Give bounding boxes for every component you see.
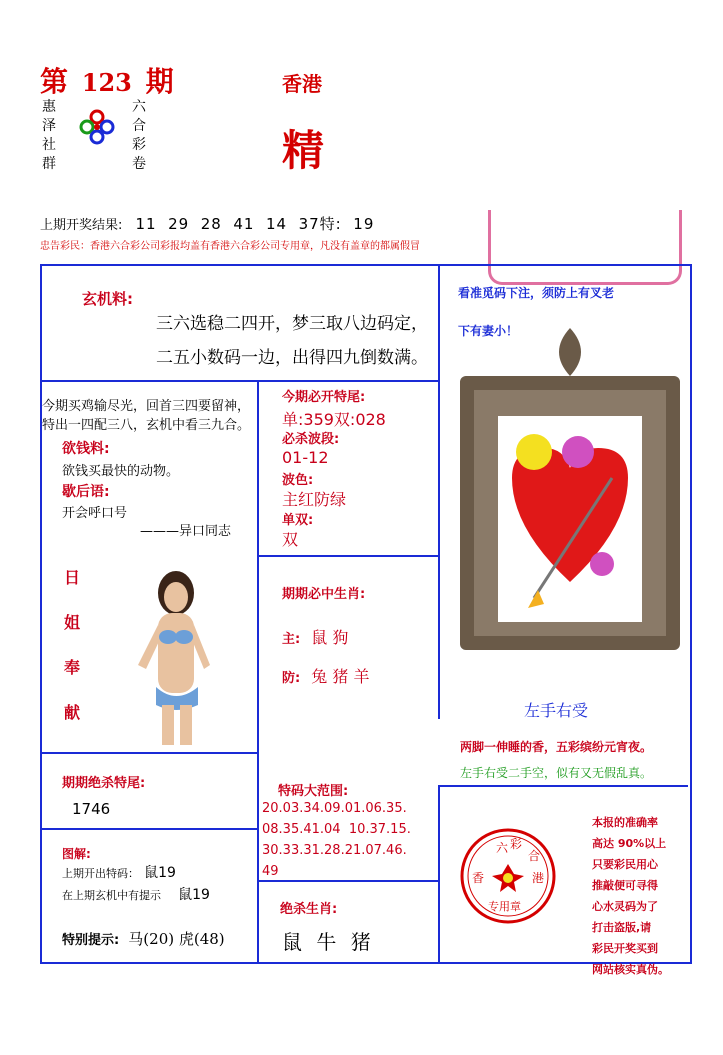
accuracy-line: 彩民开奖买到 — [592, 942, 658, 955]
xiehouyu-title: 歇后语: — [62, 484, 110, 500]
tujie-line2-value: 鼠19 — [178, 887, 210, 903]
fang-label: 防: — [282, 671, 301, 686]
sister-char: 献 — [64, 703, 81, 722]
main-value: 鼠 狗 — [311, 628, 349, 647]
range-row: 20.03.34.09.01.06.35. — [262, 801, 407, 816]
xiehouyu-text: 开会呼口号 — [62, 506, 128, 521]
warning-text: 忠告彩民：香港六合彩公司彩报均盖有香港六合彩公司专用章，凡没有盖章的都属假冒 — [40, 241, 420, 252]
result-numbers: 11 29 28 41 14 37特: 19 — [135, 215, 375, 233]
divider — [257, 880, 440, 882]
issue-title — [40, 60, 174, 100]
divider — [40, 380, 440, 382]
range-row: 30.33.31.28.21.07.46. — [262, 843, 407, 858]
xiehouyu-answer: ———异口同志 — [140, 524, 232, 539]
tewei-title: 今期必开特尾: — [282, 390, 366, 405]
issue-suffix: 期 — [145, 65, 174, 98]
main-label: 主: — [282, 632, 301, 647]
fang-value: 兔 猪 羊 — [311, 667, 370, 686]
seal-stamp — [458, 826, 558, 926]
jueweisha-title: 期期绝杀特尾: — [62, 776, 146, 791]
poem-line2: 左手右受二手空，似有又无假乱真。 — [460, 766, 653, 780]
accuracy-line: 推敲便可寻得 — [592, 879, 658, 892]
yuqian-text: 欲钱买最快的动物。 — [62, 464, 180, 479]
special-tip — [62, 928, 225, 949]
result-label: 上期开奖结果: — [40, 218, 123, 233]
tujie-line1 — [62, 862, 176, 882]
svg-text:港: 港 — [532, 871, 545, 885]
vchar: 彩 — [132, 137, 146, 153]
divider — [40, 752, 258, 754]
range-row: 49 — [262, 864, 279, 879]
divider — [257, 380, 259, 962]
boduan-value: 01-12 — [282, 448, 329, 467]
svg-text:专用章: 专用章 — [488, 900, 521, 913]
right-line1: 看准觅码下注，须防上有叉老 — [458, 286, 615, 300]
tujie-line2-label: 在上期玄机中有提示 — [62, 889, 161, 902]
boduan-title: 必杀波段: — [282, 432, 340, 447]
xuanji-title: 玄机料: — [82, 290, 133, 308]
divider — [40, 828, 258, 830]
xuanji-line2: 二五小数码一边，出得四九倒数满。 — [156, 348, 428, 368]
sister-char: 奉 — [64, 658, 81, 677]
poem-line1: 两脚一伸睡的香，五彩缤纷元宵夜。 — [460, 740, 653, 754]
accuracy-line: 心水灵码为了 — [592, 900, 658, 913]
divider — [438, 264, 440, 719]
yuqian-title: 欲钱料: — [62, 441, 110, 457]
left-vertical-label — [42, 98, 56, 174]
vchar: 卷 — [132, 156, 146, 172]
juesha-title: 绝杀生肖: — [280, 902, 338, 917]
vchar: 群 — [42, 156, 56, 172]
sister-char: 姐 — [64, 613, 81, 632]
jueweisha-value: 1746 — [72, 800, 111, 818]
result-line — [40, 213, 374, 234]
range-title: 特码大范围: — [278, 784, 349, 799]
bose-value: 主红防绿 — [282, 490, 347, 509]
lottery-logo-icon — [78, 108, 116, 146]
accuracy-line: 打击盗版,请 — [592, 921, 652, 934]
picture-caption: 左手右受 — [524, 701, 589, 720]
vchar: 社 — [42, 137, 56, 153]
tujie-title: 图解: — [62, 847, 91, 861]
vchar: 惠 — [42, 99, 56, 115]
zhongxiao-fang — [282, 664, 369, 687]
sister-column — [64, 565, 80, 723]
model-photo — [118, 565, 238, 745]
vchar: 合 — [132, 118, 146, 134]
right-line2: 下有妻小！ — [458, 324, 519, 338]
accuracy-block — [592, 812, 669, 980]
vchar: 泽 — [42, 118, 56, 134]
tujie-line1-value: 鼠19 — [144, 865, 176, 881]
big-character: 精 — [282, 126, 325, 175]
range-row: 08.35.41.04 10.37.15. — [262, 822, 411, 837]
tujie-line2 — [62, 884, 210, 904]
hk-label: 香港 — [282, 72, 322, 96]
juesha-value: 鼠 牛 猪 — [282, 930, 375, 954]
special-label: 特别提示: — [62, 933, 120, 948]
divider — [438, 785, 440, 962]
divider — [257, 555, 440, 557]
special-value: 马(20) 虎(48) — [128, 930, 225, 948]
zhongxiao-title: 期期必中生肖: — [282, 587, 366, 602]
svg-text:香: 香 — [472, 871, 485, 885]
svg-text:合: 合 — [528, 849, 541, 863]
accuracy-line: 高达 90%以上 — [592, 837, 667, 850]
heart-frame-picture — [452, 328, 688, 658]
accuracy-line: 本报的准确率 — [592, 816, 658, 829]
tewei-value: 单:359双:028 — [282, 410, 386, 429]
sister-char: 日 — [64, 568, 81, 587]
issue-prefix: 第 — [40, 65, 69, 98]
accuracy-line: 只要彩民用心 — [592, 858, 658, 871]
bose-title: 波色: — [282, 473, 314, 488]
issue-number: 123 — [81, 68, 132, 97]
accuracy-line: 网站核实真伪。 — [592, 963, 669, 976]
zhongxiao-main — [282, 625, 348, 648]
danshuang-value: 双 — [282, 530, 299, 549]
riddle-line1: 今期买鸡输尽光，回首三四要留神， — [42, 399, 251, 414]
danshuang-title: 单双: — [282, 513, 314, 528]
right-vertical-label — [132, 98, 146, 174]
xuanji-line1: 三六选稳二四开，梦三取八边码定， — [156, 314, 428, 334]
tujie-line1-label: 上期开出特码： — [62, 867, 139, 880]
svg-text:六: 六 — [496, 841, 509, 855]
svg-text:彩: 彩 — [510, 837, 523, 851]
riddle-line2: 特出一四配三八，玄机中看三九合。 — [42, 418, 251, 433]
vchar: 六 — [132, 99, 146, 115]
divider — [438, 785, 688, 787]
